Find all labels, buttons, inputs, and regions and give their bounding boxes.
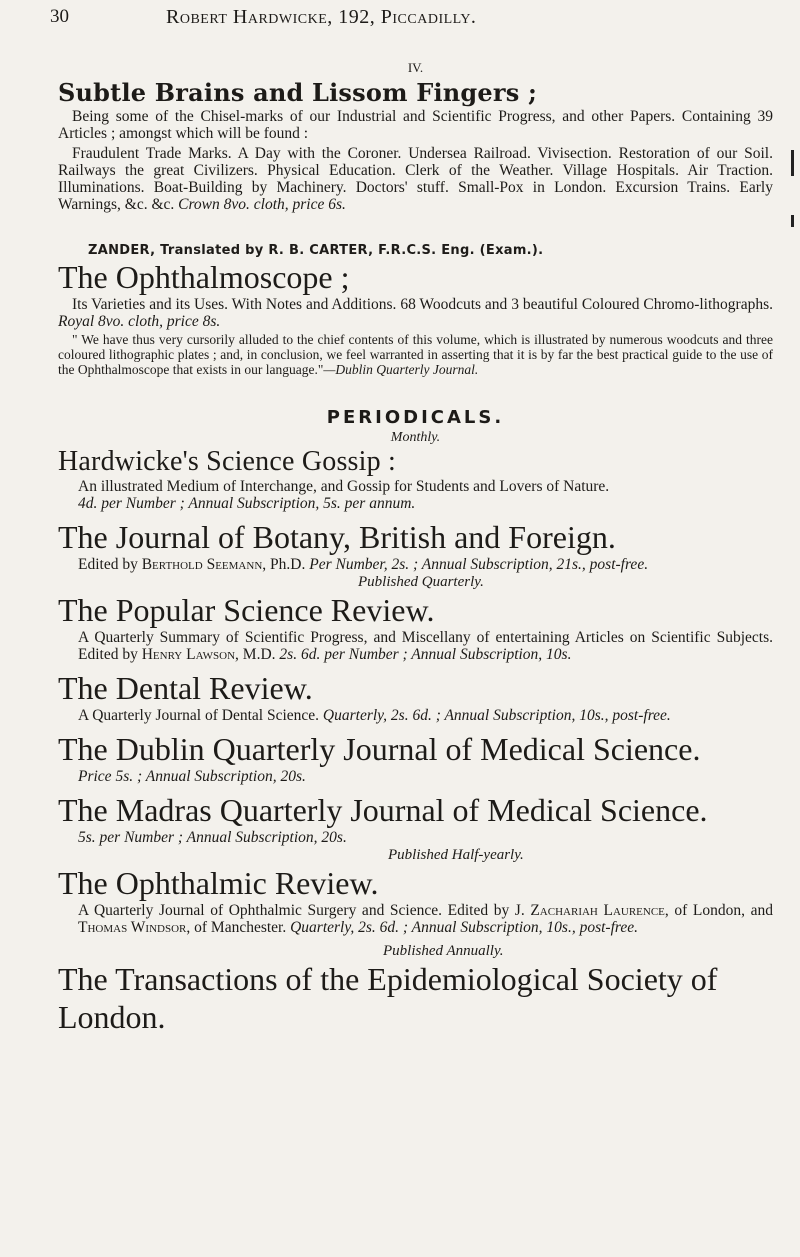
section-ophthalmoscope [58, 243, 773, 377]
quote-source: —Dublin Quarterly Journal. [323, 362, 479, 377]
description-text: A Quarterly Journal of Dental Science. [78, 707, 320, 724]
book-title-ophthalmoscope: The Ophthalmoscope ; [58, 259, 350, 295]
page-content [58, 60, 773, 1036]
periodical-journal-botany [58, 518, 773, 591]
margin-mark [791, 150, 794, 176]
periodicals-heading: PERIODICALS. [326, 407, 505, 428]
edited-prefix: Edited by [78, 556, 138, 573]
margin-mark [791, 215, 794, 227]
periodical-title: Hardwicke's Science Gossip : [58, 446, 397, 477]
description-text: , of Manchester. [186, 919, 287, 936]
editor-suffix: , M.D. [235, 646, 276, 663]
periodical-price: Per Number, 2s. ; Annual Subscription, 21s., post-free. [309, 556, 649, 573]
periodical-ophthalmic-review [58, 864, 773, 960]
periodical-price: 4d. per Number ; Annual Subscription, 5s. per annum. [78, 495, 416, 512]
publisher-header: Robert Hardwicke, 192, Piccadilly. [166, 6, 477, 28]
periodical-title: The Transactions of the Epidemiological Society of London. [58, 961, 718, 1035]
editor-name: Henry Lawson [141, 646, 236, 663]
description-text: , of London, and [664, 902, 774, 919]
periodical-title: The Ophthalmic Review. [58, 865, 379, 901]
review-quote [58, 332, 773, 377]
periodical-price: Quarterly, 2s. 6d. ; Annual Subscription, 10s., post-free. [290, 919, 638, 936]
periodical-description [58, 902, 773, 936]
description-text: A Quarterly Journal of Ophthalmic Surgery and Science. Edited by J. [78, 902, 525, 919]
periodical-epidemiological-transactions [58, 960, 773, 1036]
contents-list: Fraudulent Trade Marks. A Day with the Coroner. Undersea Railroad. Vivisection. Restoration of our Soil. Railways the great Civilizers. Physical Education. Clerk of the Weather. Village Hospitals. Air Traction. Illuminations. Boat-Building by Machinery. Doctors' stuff. Small-Pox in London. Excursion Trains. Early Warnings, &c. &c. [58, 145, 773, 213]
section-subtle-brains [58, 60, 773, 213]
editor-name: Berthold Seemann [141, 556, 263, 573]
publication-frequency: Published Half-yearly. [388, 847, 524, 863]
book-page [50, 0, 788, 1257]
book-description [58, 296, 773, 330]
periodical-description: An illustrated Medium of Interchange, and Gossip for Students and Lovers of Nature. [78, 478, 610, 495]
section-number: IV. [407, 60, 424, 75]
page-number: 30 [50, 6, 69, 27]
book-title-subtle-brains: Subtle Brains and Lissom Fingers ; [58, 78, 538, 107]
book-price: Crown 8vo. cloth, price 6s. [178, 196, 346, 213]
periodical-description [58, 707, 773, 724]
periodical-title: The Journal of Botany, British and Foreign. [58, 519, 616, 555]
periodical-title: The Dublin Quarterly Journal of Medical Science. [58, 731, 701, 767]
editor-suffix: , Ph.D. [262, 556, 306, 573]
periodical-science-gossip [58, 446, 773, 512]
description-text: A Quarterly Summary of Scientific Progress, and Miscellany of entertaining Articles on Scientific Subjects. Edited by [78, 629, 773, 663]
periodical-title: The Popular Science Review. [58, 592, 435, 628]
book-intro: Being some of the Chisel-marks of our Industrial and Scientific Progress, and other Papers. Containing 39 Articles ; amongst which will be found : [58, 108, 773, 142]
periodical-title: The Dental Review. [58, 670, 313, 706]
periodical-price: 5s. per Number ; Annual Subscription, 20s. [78, 829, 347, 846]
periodical-price: 2s. 6d. per Number ; Annual Subscription, 10s. [279, 646, 572, 663]
periodical-price: Price 5s. ; Annual Subscription, 20s. [78, 768, 306, 785]
description-text: Its Varieties and its Uses. With Notes and Additions. 68 Woodcuts and 3 beautiful Coloured Chromo-lithographs. [72, 296, 773, 313]
periodical-dublin-quarterly [58, 730, 773, 785]
periodical-price: Quarterly, 2s. 6d. ; Annual Subscription, 10s., post-free. [322, 707, 671, 724]
monthly-label: Monthly. [390, 430, 441, 445]
book-contents [58, 145, 773, 213]
editor-name: Thomas Windsor [78, 919, 187, 936]
publication-frequency: Published Annually. [383, 943, 504, 959]
periodical-madras-quarterly [58, 791, 773, 864]
book-price: Royal 8vo. cloth, price 8s. [58, 313, 221, 330]
publication-frequency: Published Quarterly. [358, 574, 484, 590]
quote-text: " We have thus very cursorily alluded to the chief contents of this volume, which is illustrated by numerous woodcuts and three coloured lithographic plates ; and, in conclusion, we feel warranted in asserting that it is by far the best practical guide to the use of the Ophthalmoscope that exists in our language." [58, 332, 773, 377]
periodical-dental-review [58, 669, 773, 724]
periodical-popular-science [58, 591, 773, 663]
running-head [50, 4, 788, 32]
editor-name: Zachariah Laurence [530, 902, 665, 919]
periodical-title: The Madras Quarterly Journal of Medical Science. [58, 792, 708, 828]
periodical-editor [58, 556, 773, 573]
periodical-description [58, 629, 773, 663]
translator-line: ZANDER, Translated by R. B. CARTER, F.R.C.S. Eng. (Exam.). [88, 243, 544, 258]
